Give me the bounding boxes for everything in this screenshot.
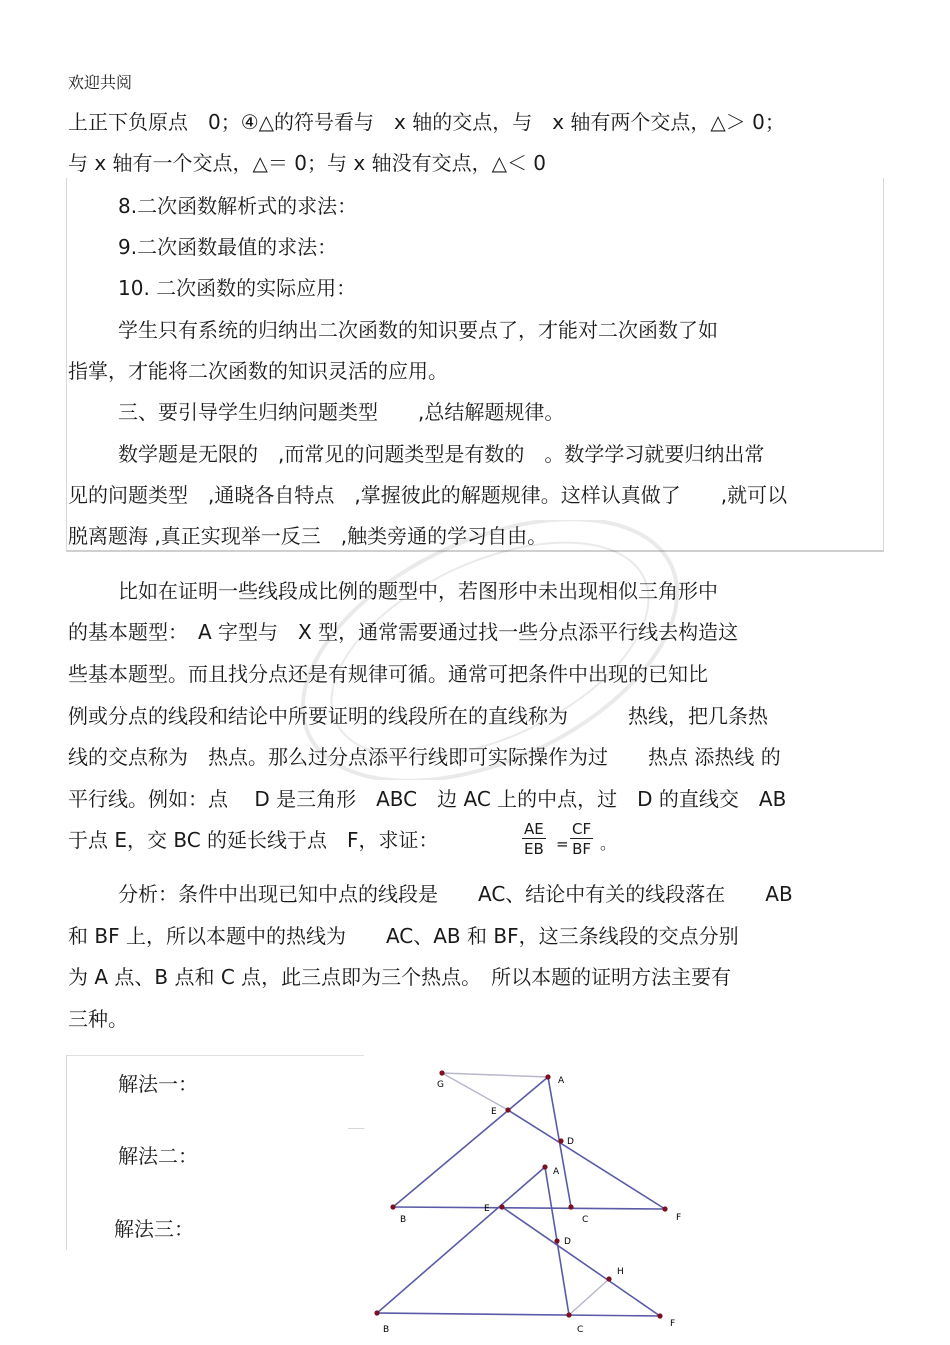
- point-c: [566, 1312, 571, 1317]
- text-line: 三、要引导学生归纳问题类型 ,总结解题规律。: [118, 400, 565, 424]
- text-line: 上正下负原点 0；④△的符号看与 x 轴的交点，与 x 轴有两个交点，△＞ 0；: [68, 110, 785, 134]
- text-line: 9.二次函数最值的求法：: [118, 235, 338, 259]
- point-g: [439, 1070, 444, 1075]
- label-b: B: [383, 1325, 390, 1335]
- line-ba: [393, 1077, 548, 1207]
- equals-sign: =: [556, 835, 569, 853]
- line-ch: [569, 1279, 609, 1315]
- text-line: 见的问题类型 ,通晓各自特点 ,掌握彼此的解题规律。这样认真做了 ,就可以: [68, 483, 788, 507]
- label-c: C: [577, 1325, 584, 1335]
- point-f: [662, 1206, 667, 1211]
- point-a: [542, 1164, 547, 1169]
- text-line: 10. 二次函数的实际应用：: [118, 276, 357, 300]
- text-line: 例或分点的线段和结论中所要证明的线段所在的直线称为 热线，把几条热: [68, 704, 768, 728]
- text-line: 些基本题型。而且找分点还是有规律可循。通常可把条件中出现的已知比: [68, 662, 708, 686]
- point-f: [657, 1313, 662, 1318]
- point-h: [606, 1276, 611, 1281]
- point-d: [554, 1238, 559, 1243]
- line-ga: [442, 1073, 548, 1077]
- page-header: 欢迎共阅: [68, 73, 133, 92]
- point-a: [545, 1074, 550, 1079]
- fraction-denominator: EB: [523, 840, 544, 858]
- figure-1: [390, 1070, 681, 1225]
- label-c: C: [582, 1215, 589, 1225]
- label-d: D: [567, 1137, 574, 1147]
- text-line: 于点 E，交 BC 的延长线于点 F，求证：: [68, 828, 439, 852]
- point-e: [499, 1204, 504, 1209]
- label-a: A: [553, 1167, 560, 1177]
- line-bf: [393, 1207, 665, 1209]
- line-ef: [502, 1207, 660, 1316]
- text-line: 平行线。例如：点 D 是三角形 ABC 边 AC 上的中点，过 D 的直线交 AB: [68, 787, 787, 811]
- text-line: 分析：条件中出现已知中点的线段是 AC、结论中有关的线段落在 AB: [118, 882, 793, 906]
- label-h: H: [617, 1267, 624, 1277]
- text-line: 三种。: [68, 1007, 128, 1031]
- text-line: 比如在证明一些线段成比例的题型中，若图形中未出现相似三角形中: [118, 579, 718, 603]
- figure-2: [374, 1164, 675, 1335]
- label-f: F: [676, 1213, 682, 1223]
- point-d: [558, 1138, 563, 1143]
- text-line: 的基本题型： A 字型与 X 型，通常需要通过找一些分点添平行线去构造这: [68, 620, 739, 644]
- fraction-denominator: BF: [572, 840, 592, 858]
- method-label: 解法一：: [118, 1072, 198, 1096]
- text-line: 与 x 轴有一个交点，△＝ 0；与 x 轴没有交点，△＜ 0: [68, 151, 547, 175]
- text-line: 和 BF 上，所以本题中的热线为 AC、AB 和 BF，这三条线段的交点分别: [68, 924, 739, 948]
- text-line: 指掌，才能将二次函数的知识灵活的应用。: [68, 359, 448, 383]
- text-line: 线的交点称为 热点。那么过分点添平行线即可实际操作为过 热点 添热线 的: [68, 745, 781, 769]
- label-b: B: [400, 1215, 407, 1225]
- text-line: 数学题是无限的 ,而常见的问题类型是有数的 。数学学习就要归纳出常: [118, 442, 765, 466]
- label-a: A: [558, 1076, 565, 1086]
- label-g: G: [437, 1080, 444, 1090]
- point-b: [390, 1204, 395, 1209]
- label-f: F: [670, 1319, 676, 1329]
- line-ge: [442, 1073, 508, 1110]
- method-label: 解法三：: [114, 1217, 194, 1241]
- point-c: [568, 1204, 573, 1209]
- fraction-numerator: CF: [572, 820, 592, 838]
- text-line: 脱离题海 ,真正实现举一反三 ,触类旁通的学习自由。: [68, 524, 548, 548]
- point-e: [505, 1107, 510, 1112]
- line-bf: [377, 1313, 660, 1316]
- line-ef: [508, 1110, 665, 1209]
- label-e: E: [491, 1107, 497, 1117]
- label-d: D: [564, 1237, 571, 1247]
- period: 。: [600, 834, 617, 853]
- fraction-numerator: AE: [524, 820, 544, 838]
- text-line: 为 A 点、B 点和 C 点，此三点即为三个热点。 所以本题的证明方法主要有: [68, 965, 732, 989]
- line-ba: [377, 1167, 545, 1313]
- point-b: [374, 1310, 379, 1315]
- label-e: E: [484, 1204, 490, 1214]
- text-line: 8.二次函数解析式的求法：: [118, 194, 358, 218]
- text-line: 学生只有系统的归纳出二次函数的知识要点了，才能对二次函数了如: [118, 318, 718, 342]
- method-label: 解法二：: [118, 1144, 198, 1168]
